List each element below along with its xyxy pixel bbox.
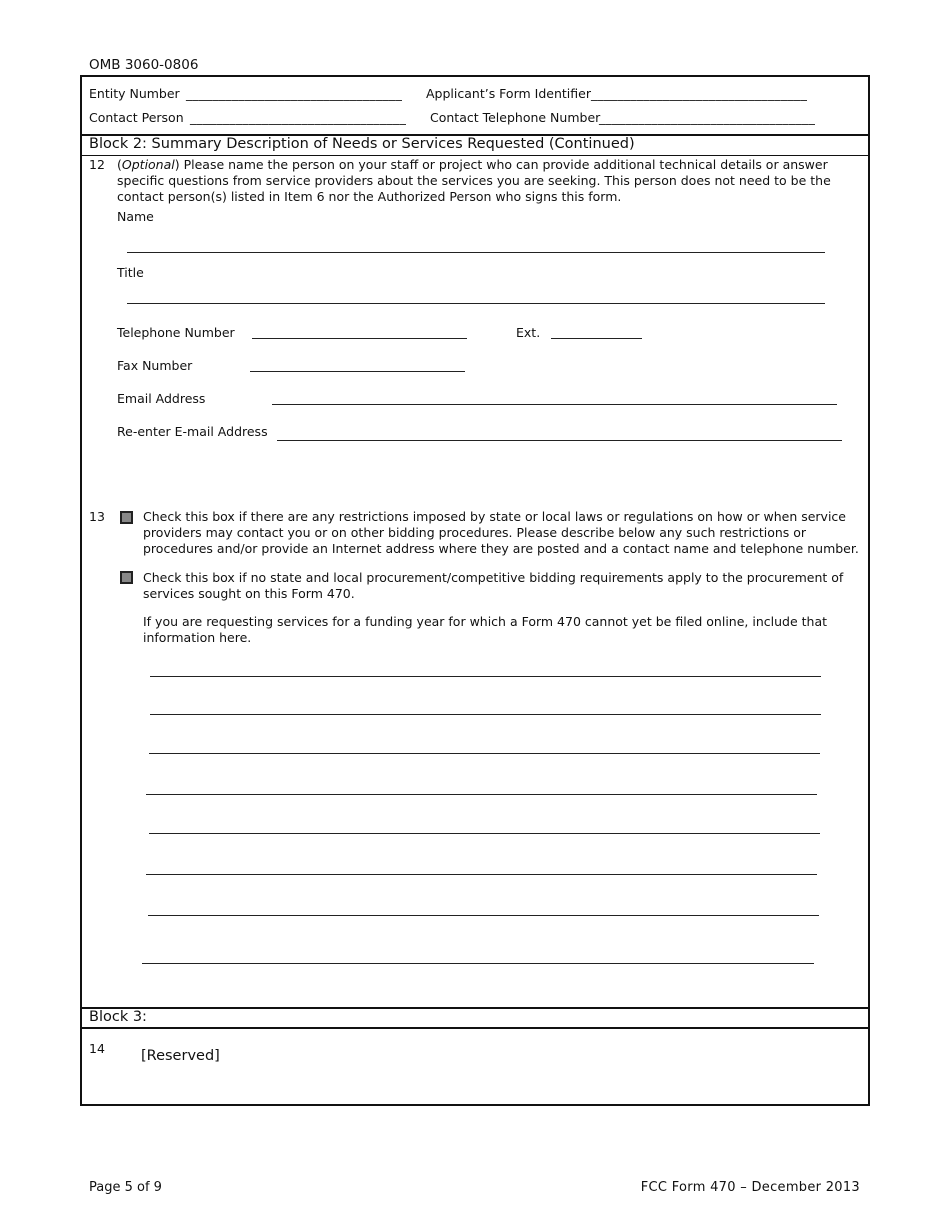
title-label: Title: [117, 265, 144, 280]
description-line[interactable]: [142, 963, 814, 964]
entity-number-field[interactable]: _________________________________: [186, 86, 403, 101]
form-identifier-field[interactable]: _________________________________: [591, 86, 808, 101]
item12-number: 12: [89, 157, 105, 172]
description-line[interactable]: [150, 676, 821, 677]
description-line[interactable]: [146, 874, 817, 875]
description-line[interactable]: [149, 833, 820, 834]
description-line[interactable]: [146, 794, 817, 795]
form-version: FCC Form 470 – December 2013: [640, 1180, 860, 1195]
contact-phone-label: Contact Telephone Number: [430, 110, 601, 125]
note-text-line1: If you are requesting services for a funding year for which a Form 470 cannot yet be filed online, include that: [143, 614, 828, 629]
item12-text-line2: specific questions from service providers about the services you are seeking. This person does not need to be the: [117, 173, 831, 188]
no-requirements-checkbox[interactable]: [120, 571, 133, 584]
item12-text-line1: (Optional) Please name the person on your staff or project who can provide additional technical details or answer: [117, 157, 828, 172]
page-number: Page 5 of 9: [89, 1180, 162, 1195]
ext-field[interactable]: [551, 338, 642, 339]
check1-text-line3: procedures and/or provide an Internet address where they are posted and a contact name and telephone number.: [143, 541, 859, 556]
reenter-email-label: Re-enter E-mail Address: [117, 424, 268, 439]
form-identifier-label: Applicant’s Form Identifier: [426, 86, 591, 101]
check2-text-line1: Check this box if no state and local procurement/competitive bidding requirements apply to the procurement of: [143, 570, 844, 585]
telephone-label: Telephone Number: [117, 325, 235, 340]
omb-number: OMB 3060-0806: [89, 57, 199, 73]
contact-person-field[interactable]: _________________________________: [190, 110, 407, 125]
fax-label: Fax Number: [117, 358, 193, 373]
name-field[interactable]: [127, 252, 825, 253]
divider: [80, 1007, 870, 1009]
title-field[interactable]: [127, 303, 825, 304]
divider: [80, 155, 870, 156]
note-text-line2: information here.: [143, 630, 252, 645]
block3-title: Block 3:: [89, 1009, 147, 1025]
description-line[interactable]: [150, 714, 821, 715]
item14-number: 14: [89, 1041, 105, 1056]
item12-text-line3: contact person(s) listed in Item 6 nor the Authorized Person who signs this form.: [117, 189, 622, 204]
entity-number-label: Entity Number: [89, 86, 180, 101]
name-label: Name: [117, 209, 154, 224]
optional-label: Optional: [121, 157, 175, 172]
fax-field[interactable]: [250, 371, 465, 372]
description-line[interactable]: [148, 915, 819, 916]
email-field[interactable]: [272, 404, 837, 405]
restrictions-checkbox[interactable]: [120, 511, 133, 524]
reenter-email-field[interactable]: [277, 440, 842, 441]
description-line[interactable]: [149, 753, 820, 754]
check1-text-line2: providers may contact you or on other bidding procedures. Please describe below any such restrictions or: [143, 525, 807, 540]
item13-number: 13: [89, 509, 105, 524]
divider: [80, 1027, 870, 1029]
ext-label: Ext.: [516, 325, 541, 340]
contact-person-label: Contact Person: [89, 110, 184, 125]
check1-text-line1: Check this box if there are any restrictions imposed by state or local laws or regulations on how or when service: [143, 509, 846, 524]
telephone-field[interactable]: [252, 338, 467, 339]
contact-phone-field[interactable]: _________________________________: [599, 110, 816, 125]
block2-title: Block 2: Summary Description of Needs or Services Requested (Continued): [89, 136, 635, 152]
email-label: Email Address: [117, 391, 206, 406]
check2-text-line2: services sought on this Form 470.: [143, 586, 355, 601]
reserved-text: [Reserved]: [141, 1048, 220, 1064]
